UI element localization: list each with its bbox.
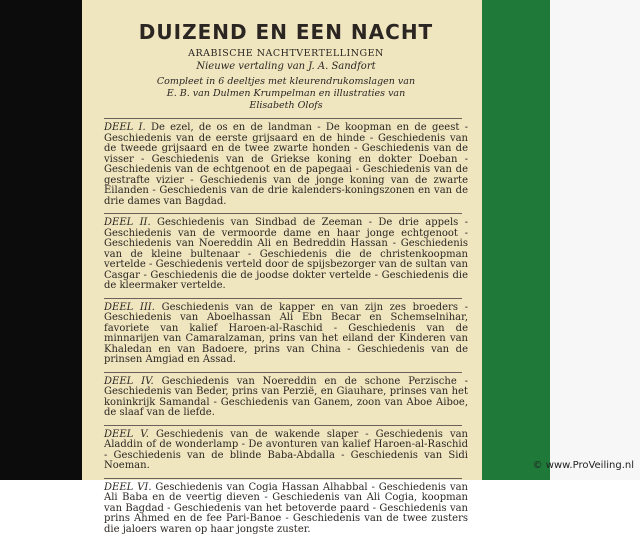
translation-credit: Nieuwe vertaling van J. A. Sandfort [104, 61, 468, 72]
edition-note-line: Elisabeth Olofs [104, 100, 468, 112]
book-title: DUIZEND EN EEN NACHT [104, 20, 468, 44]
volume-5 [104, 430, 468, 472]
volume-label: DEEL II. [104, 217, 151, 228]
volume-3 [104, 303, 468, 366]
watermark-text: © www.ProVeiling.nl [533, 460, 634, 471]
white-background-right [550, 0, 640, 480]
divider [104, 372, 462, 373]
volume-contents: Geschiedenis van Noereddin en de schone Perzische - Geschiedenis van Beder, prins van Perzië, en Giauhare, prinses van het koninkrijk Samandal - Geschiedenis van Ganem, zoon van Aboe Aiboe, de slaaf van de liefde. [104, 376, 468, 419]
divider [104, 298, 462, 299]
volume-contents: Geschiedenis van Sindbad de Zeeman - De drie appels - Geschiedenis van de vermoorde dame en haar jonge echtgenoot - Geschiedenis van Noereddin Ali en Bedreddin Hassan - Geschiedenis van de kleine bultenaar - Geschiedenis die de christenkoopman vertelde - Geschiedenis verteld door de spijsbezorger van de sultan van Casgar - Geschiedenis die de joodse dokter vertelde - Geschiedenis die de kleermaker vertelde. [104, 217, 468, 291]
volume-label: DEEL I. [104, 122, 146, 133]
dark-background-left [0, 0, 82, 480]
edition-note [104, 76, 468, 112]
volume-1 [104, 123, 468, 207]
volume-6 [104, 483, 468, 535]
divider [104, 478, 462, 479]
volume-4 [104, 377, 468, 419]
volume-contents: De ezel, de os en de landman - De koopman en de geest - Geschiedenis van de eerste grijsaard en de hinde - Geschiedenis van de tweede grijsaard en de twee zwarte honden - Geschiedenis van de visser - Geschiedenis van de Griekse koning en dokter Doeban - Geschiedenis van de echtgenoot en de papegaai - Geschiedenis van de gestrafte vizier - Geschiedenis van de jonge koning van de zwarte Eilanden - Geschiedenis van de drie kalenders-koningszonen en van de drie dames van Bagdad. [104, 122, 468, 207]
volume-contents: Geschiedenis van Cogia Hassan Alhabbal - Geschiedenis van Ali Baba en de veertig dieven - Geschiedenis van Ali Cogia, koopman van Bagdad - Geschiedenis van het betoverde paard - Geschiedenis van prins Ahmed en de fee Pari-Banoe - Geschiedenis van de twee zusters die jaloers waren op haar jongste zuster. [104, 482, 468, 535]
volume-label: DEEL VI. [104, 482, 152, 493]
book-back-cover [82, 0, 482, 480]
volume-label: DEEL V. [104, 429, 149, 440]
divider [104, 425, 462, 426]
volume-2 [104, 218, 468, 292]
volume-contents: Geschiedenis van de wakende slaper - Geschiedenis van Aladdin of de wonderlamp - De avonturen van kalief Haroen-al-Raschid - Geschiedenis van de blinde Baba-Abdalla - Geschiedenis van Sidi Noeman. [104, 429, 468, 472]
book-subtitle: ARABISCHE NACHTVERTELLINGEN [104, 48, 468, 59]
green-book-spine [480, 0, 550, 480]
volume-contents: Geschiedenis van de kapper en van zijn zes broeders - Geschiedenis van Aboelhassan Ali Ebn Becar en Schemselnihar, favoriete van kalief Haroen-al-Raschid - Geschiedenis van de minnarijen van Camaralzaman, prins van het eiland der Kinderen van Khaledan en van Badoere, prins van China - Geschiedenis van de prinsen Amgiad en Assad. [104, 302, 468, 366]
volume-label: DEEL IV. [104, 376, 154, 387]
divider [104, 118, 462, 119]
edition-note-line: E. B. van Dulmen Krumpelman en illustraties van [104, 88, 468, 100]
edition-note-line: Compleet in 6 deeltjes met kleurendrukomslagen van [104, 76, 468, 88]
divider [104, 213, 462, 214]
volume-label: DEEL III. [104, 302, 155, 313]
